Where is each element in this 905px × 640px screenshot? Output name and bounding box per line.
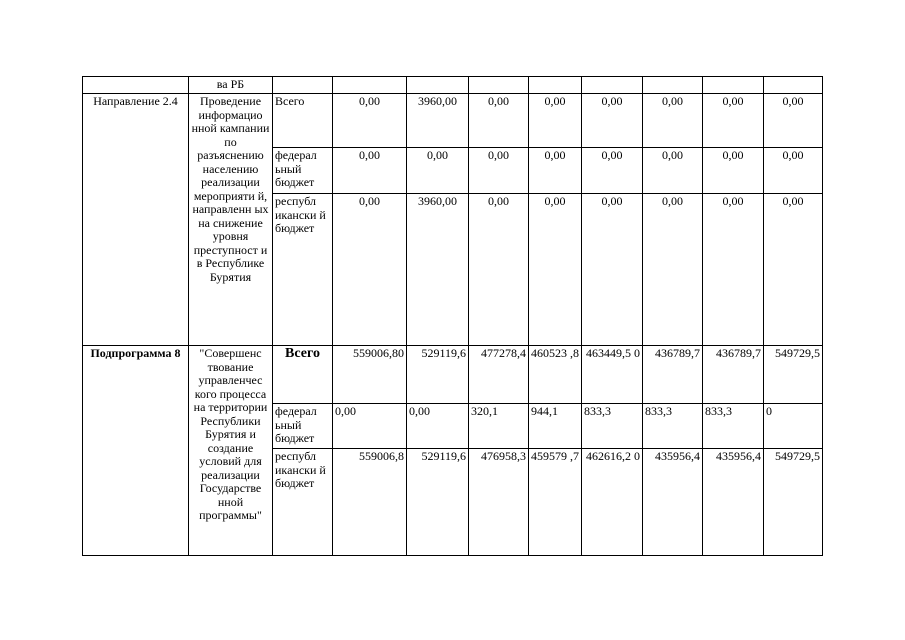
value-cell: 0,00 bbox=[764, 194, 823, 346]
value-cell: 0,00 bbox=[582, 194, 643, 346]
value-cell: 0,00 bbox=[643, 194, 703, 346]
value-cell: 0,00 bbox=[643, 94, 703, 148]
value-cell: 833,3 bbox=[582, 404, 643, 449]
value-cell: 0,00 bbox=[333, 194, 407, 346]
value-cell: 320,1 bbox=[469, 404, 529, 449]
value-cell: 436789,7 bbox=[703, 346, 764, 404]
value-cell: 462616,2 0 bbox=[582, 449, 643, 556]
value-cell: 460523 ,8 bbox=[529, 346, 582, 404]
value-cell: 549729,5 bbox=[764, 346, 823, 404]
value-cell: 3960,00 bbox=[407, 94, 469, 148]
source-label: Всего bbox=[273, 94, 333, 148]
value-cell: 435956,4 bbox=[703, 449, 764, 556]
table-row bbox=[83, 346, 823, 404]
value-cell: 559006,8 bbox=[333, 449, 407, 556]
value-cell: 0,00 bbox=[764, 148, 823, 194]
value-cell: 549729,5 bbox=[764, 449, 823, 556]
value-cell: 0,00 bbox=[333, 148, 407, 194]
value-cell: 0,00 bbox=[469, 94, 529, 148]
value-cell: 3960,00 bbox=[407, 194, 469, 346]
source-label: республ икански й бюджет bbox=[273, 449, 333, 556]
value-cell: 0,00 bbox=[582, 94, 643, 148]
name-cell: ва РБ bbox=[189, 77, 273, 94]
value-cell: 476958,3 bbox=[469, 449, 529, 556]
direction-label: Направление 2.4 bbox=[83, 94, 189, 346]
value-cell: 0,00 bbox=[643, 148, 703, 194]
value-cell: 0,00 bbox=[469, 148, 529, 194]
source-label: Всего bbox=[273, 346, 333, 404]
value-cell: 0,00 bbox=[529, 94, 582, 148]
value-cell: 0,00 bbox=[764, 94, 823, 148]
value-cell: 0,00 bbox=[333, 404, 407, 449]
value-cell: 833,3 bbox=[643, 404, 703, 449]
value-cell: 0,00 bbox=[407, 404, 469, 449]
value-cell: 477278,4 bbox=[469, 346, 529, 404]
table-row bbox=[83, 77, 823, 94]
value-cell: 529119,6 bbox=[407, 346, 469, 404]
subprogram-name: "Совершенс твование управленчес кого процесса на территории Республики Бурятия и создание условий для реализации Государстве нной программы" bbox=[189, 346, 273, 556]
budget-table bbox=[82, 76, 823, 556]
table-row bbox=[83, 94, 823, 148]
value-cell: 463449,5 0 bbox=[582, 346, 643, 404]
value-cell: 0,00 bbox=[703, 94, 764, 148]
value-cell: 0,00 bbox=[582, 148, 643, 194]
value-cell: 436789,7 bbox=[643, 346, 703, 404]
source-label: федерал ьный бюджет bbox=[273, 148, 333, 194]
value-cell: 833,3 bbox=[703, 404, 764, 449]
value-cell: 0,00 bbox=[703, 194, 764, 346]
value-cell: 435956,4 bbox=[643, 449, 703, 556]
subprogram-label: Подпрограмма 8 bbox=[83, 346, 189, 556]
value-cell: 0,00 bbox=[469, 194, 529, 346]
value-cell: 0,00 bbox=[529, 148, 582, 194]
source-label: республ икански й бюджет bbox=[273, 194, 333, 346]
value-cell: 0,00 bbox=[703, 148, 764, 194]
value-cell: 0,00 bbox=[407, 148, 469, 194]
value-cell: 459579 ,7 bbox=[529, 449, 582, 556]
source-label: федерал ьный бюджет bbox=[273, 404, 333, 449]
value-cell: 0,00 bbox=[333, 94, 407, 148]
value-cell: 944,1 bbox=[529, 404, 582, 449]
value-cell: 529119,6 bbox=[407, 449, 469, 556]
value-cell: 559006,80 bbox=[333, 346, 407, 404]
direction-name: Проведение информацио нной кампании по разъяснению населению реализации мероприяти й, направленн ых на снижение уровня преступност и в Республике Бурятия bbox=[189, 94, 273, 346]
value-cell: 0,00 bbox=[529, 194, 582, 346]
value-cell: 0 bbox=[764, 404, 823, 449]
direction-cell bbox=[83, 77, 189, 94]
